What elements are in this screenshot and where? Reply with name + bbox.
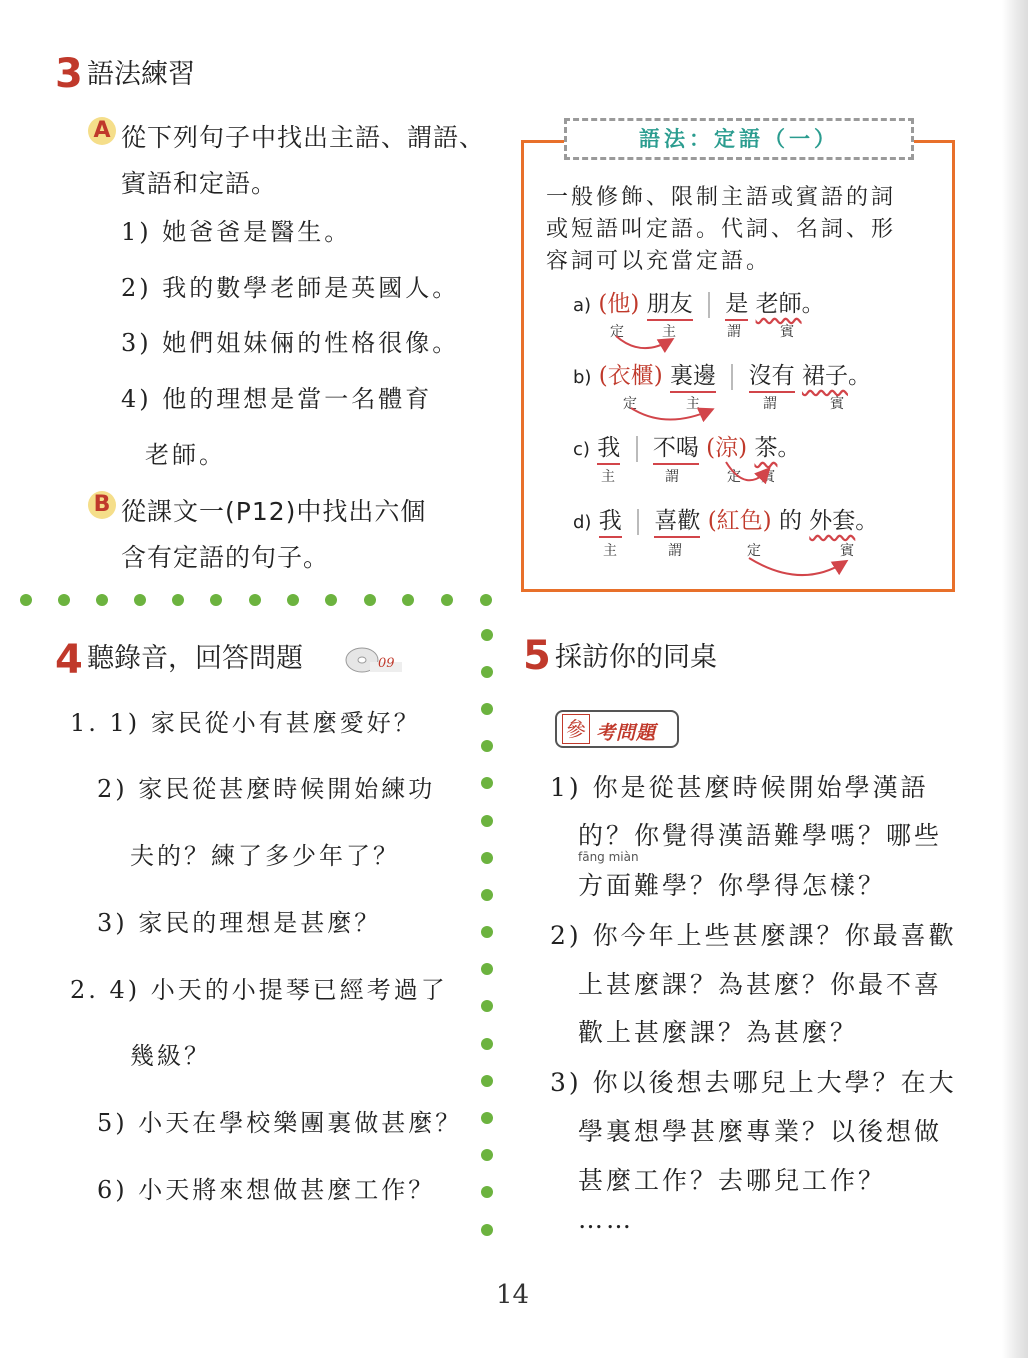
divider-dot xyxy=(481,1224,493,1236)
exercise-a-item-2: 2) 我的數學老師是英國人。 xyxy=(121,274,460,302)
divider-dot xyxy=(481,889,493,901)
exercise-b-badge: B xyxy=(88,491,116,519)
example-c-period: 。 xyxy=(777,435,801,461)
arrow-d xyxy=(749,558,845,575)
example-c-subject: 我 xyxy=(597,435,620,465)
listening-q2: 2) 家民從甚麼時候開始練功 xyxy=(97,775,436,803)
example-d-tag: d) xyxy=(573,512,592,533)
example-c-attributive: (涼) xyxy=(706,435,748,461)
example-d-particle: 的 xyxy=(778,508,802,534)
divider-dot xyxy=(480,594,492,606)
divider-dot xyxy=(481,1112,493,1124)
reference-label: 考問題 xyxy=(596,722,657,744)
arrow-c xyxy=(726,462,768,480)
divider-dot xyxy=(441,594,453,606)
example-d-label-3: 定 xyxy=(747,543,761,559)
example-a-subject: 朋友 xyxy=(647,291,693,321)
interview-q2-line3: 歡上甚麼課？為甚麼？ xyxy=(578,1018,859,1047)
section-5-number: 5 xyxy=(523,633,551,679)
example-d-attributive: (紅色) xyxy=(707,508,772,534)
exercise-a-item-3: 3) 她們姐妹倆的性格很像。 xyxy=(121,329,460,357)
divider-dot xyxy=(325,594,337,606)
example-b-label-2: 主 xyxy=(686,396,700,412)
divider-dot xyxy=(481,1186,493,1198)
audio-cd-icon[interactable] xyxy=(342,644,406,676)
listening-q3: 3) 家民的理想是甚麼？ xyxy=(97,909,382,937)
grammar-arrows xyxy=(521,300,955,590)
divider-dot xyxy=(287,594,299,606)
listening-q2-cont: 夫的？練了多少年了？ xyxy=(130,842,400,870)
example-a-period: 。 xyxy=(801,291,825,317)
arrow-b xyxy=(631,408,711,420)
section-3-number: 3 xyxy=(55,51,83,97)
example-d-label-4: 賓 xyxy=(840,543,854,559)
example-b-label-4: 賓 xyxy=(830,396,844,412)
exercise-a-item-4-cont: 老師。 xyxy=(145,441,226,469)
example-c-tag: c) xyxy=(573,439,590,460)
exercise-b-line1: 從課文一(P12)中找出六個 xyxy=(121,497,427,526)
exercise-a-line1: 從下列句子中找出主語、謂語、 xyxy=(121,123,486,152)
divider-dot xyxy=(481,1000,493,1012)
example-a-label-2: 主 xyxy=(662,324,676,340)
divider-dot xyxy=(481,852,493,864)
divider-dot xyxy=(481,815,493,827)
example-d-label-1: 主 xyxy=(603,543,617,559)
interview-q3-line3: 甚麼工作？去哪兒工作？ xyxy=(578,1166,887,1195)
reference-char-box: 參 xyxy=(562,714,590,744)
example-d-subject: 我 xyxy=(599,508,622,538)
divider-dot xyxy=(134,594,146,606)
exercise-a-badge: A xyxy=(88,117,116,145)
section-5-title: 採訪你的同桌 xyxy=(555,642,717,673)
divider-dot xyxy=(364,594,376,606)
interview-q3-line1: 3) 你以後想去哪兒上大學？在大 xyxy=(550,1068,957,1097)
grammar-desc-3: 容詞可以充當定語。 xyxy=(546,249,772,274)
exercise-a-item-4: 4) 他的理想是當一名體育 xyxy=(121,385,433,413)
example-b-label-3: 謂 xyxy=(763,396,777,412)
divider-dot xyxy=(402,594,414,606)
interview-q1-line2: 的？你覺得漢語難學嗎？哪些 xyxy=(578,821,943,850)
interview-q2-line2: 上甚麼課？為甚麼？你最不喜 xyxy=(578,970,943,999)
example-a-predicate: 是 xyxy=(725,291,748,321)
example-a-label-4: 賓 xyxy=(780,324,794,340)
example-b-predicate: 沒有 xyxy=(749,363,795,393)
example-c-label-2: 謂 xyxy=(665,469,679,485)
divider-dot xyxy=(481,1038,493,1050)
interview-q2-line1: 2) 你今年上些甚麼課？你最喜歡 xyxy=(550,921,957,950)
example-a-label-3: 謂 xyxy=(727,324,741,340)
example-b-period: 。 xyxy=(847,363,871,389)
example-c-label-3: 定 xyxy=(727,469,741,485)
example-a-attributive: (他) xyxy=(598,291,640,317)
divider-dot xyxy=(481,1149,493,1161)
example-c-object: 茶 xyxy=(754,435,778,461)
interview-q3-line2: 學裏想學甚麼專業？以後想做 xyxy=(578,1117,943,1146)
section-3-title: 語法練習 xyxy=(87,59,195,90)
example-c-predicate: 不喝 xyxy=(653,435,699,465)
listening-q5: 5) 小天在學校樂團裏做甚麼？ xyxy=(97,1109,463,1137)
page-number: 14 xyxy=(496,1280,530,1310)
divider-dot xyxy=(481,963,493,975)
example-a-object: 老師 xyxy=(755,291,802,317)
interview-q1-line3: 方面難學？你學得怎樣？ xyxy=(578,871,887,900)
divider-dot xyxy=(481,1075,493,1087)
listening-q4-cont: 幾級？ xyxy=(130,1042,211,1070)
divider-dot xyxy=(481,926,493,938)
example-b-attributive: (衣櫃) xyxy=(598,363,663,389)
pinyin-fangmian: fāng miàn xyxy=(578,850,639,864)
example-b-object: 裙子 xyxy=(801,363,848,389)
listening-q4: 2. 4) 小天的小提琴已經考過了 xyxy=(70,976,448,1004)
example-c-label-4: 賓 xyxy=(761,469,775,485)
example-d-label-2: 謂 xyxy=(668,543,682,559)
example-d-period: 。 xyxy=(855,508,879,534)
divider-dot xyxy=(249,594,261,606)
divider-dot xyxy=(58,594,70,606)
divider-dot xyxy=(481,629,493,641)
exercise-b-line2: 含有定語的句子。 xyxy=(121,543,330,572)
exercise-a-item-1: 1) 她爸爸是醫生。 xyxy=(121,218,352,246)
divider-dot xyxy=(20,594,32,606)
exercise-a-header xyxy=(88,117,116,145)
divider-dot xyxy=(96,594,108,606)
example-b-label-1: 定 xyxy=(623,396,637,412)
divider-dot xyxy=(481,740,493,752)
interview-ellipsis: …… xyxy=(578,1205,634,1234)
example-a-tag: a) xyxy=(573,295,592,316)
section-4-number: 4 xyxy=(55,637,83,683)
interview-q1-line1: 1) 你是從甚麼時候開始學漢語 xyxy=(550,773,929,802)
example-d-predicate: 喜歡 xyxy=(654,508,700,538)
cd-icon xyxy=(342,644,406,676)
listening-q6: 6) 小天將來想做甚麼工作？ xyxy=(97,1176,436,1204)
audio-track-number: 09 xyxy=(378,656,395,671)
divider-dot xyxy=(481,666,493,678)
divider-dot xyxy=(481,777,493,789)
listening-q1: 1. 1) 家民從小有甚麼愛好？ xyxy=(70,709,421,737)
grammar-box-title: 語法：定語（一） xyxy=(564,118,914,160)
example-a-label-1: 定 xyxy=(610,324,624,340)
grammar-desc-2: 或短語叫定語。代詞、名詞、形 xyxy=(546,217,897,242)
example-b-tag: b) xyxy=(573,367,592,388)
exercise-b-header xyxy=(88,491,116,519)
arrow-a xyxy=(616,336,671,348)
exercise-a-line2: 賓語和定語。 xyxy=(121,169,278,198)
example-d-object: 外套 xyxy=(809,508,856,534)
page-edge-shadow xyxy=(1002,0,1028,1358)
divider-dot xyxy=(210,594,222,606)
grammar-desc-1: 一般修飾、限制主語或賓語的詞 xyxy=(546,185,897,210)
example-b-subject: 裏邊 xyxy=(670,363,716,393)
section-4-title: 聽錄音，回答問題 xyxy=(87,643,303,674)
divider-dot xyxy=(481,703,493,715)
divider-dot xyxy=(172,594,184,606)
example-c-label-1: 主 xyxy=(601,469,615,485)
